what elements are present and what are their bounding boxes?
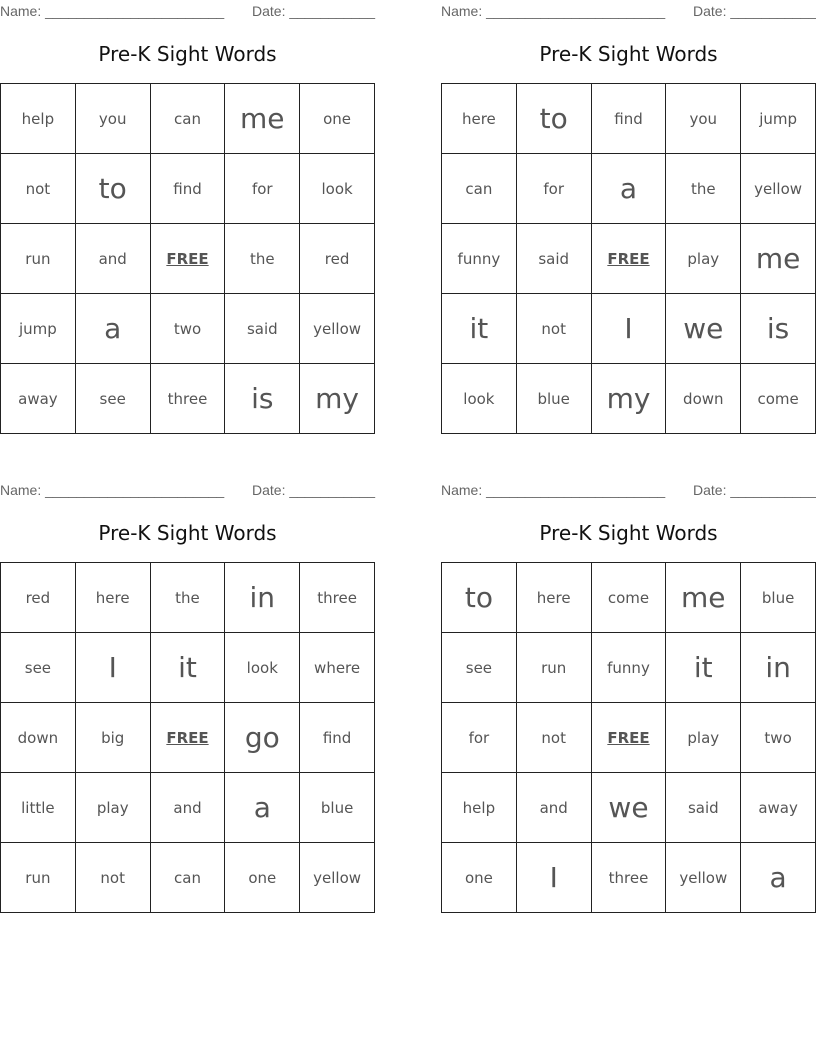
word-cell: I xyxy=(517,843,592,913)
word-cell: look xyxy=(225,633,300,703)
word-cell: not xyxy=(1,154,76,224)
word-cell: where xyxy=(300,633,375,703)
word-cell: you xyxy=(76,84,151,154)
word-cell: two xyxy=(151,294,226,364)
word-cell: said xyxy=(666,773,741,843)
word-cell: go xyxy=(225,703,300,773)
word-cell: find xyxy=(592,84,667,154)
word-cell: my xyxy=(592,364,667,434)
free-space-cell: FREE xyxy=(592,224,667,294)
card-header xyxy=(441,3,816,19)
word-cell: not xyxy=(517,294,592,364)
bingo-card-3 xyxy=(0,479,375,919)
word-cell: funny xyxy=(442,224,517,294)
bingo-card-4 xyxy=(441,479,816,919)
word-cell: help xyxy=(1,84,76,154)
word-cell: is xyxy=(741,294,816,364)
word-cell: to xyxy=(517,84,592,154)
word-cell: one xyxy=(225,843,300,913)
word-cell: yellow xyxy=(300,843,375,913)
word-cell: look xyxy=(300,154,375,224)
word-cell: yellow xyxy=(666,843,741,913)
word-cell: is xyxy=(225,364,300,434)
word-cell: away xyxy=(1,364,76,434)
word-cell: red xyxy=(1,563,76,633)
card-header xyxy=(441,482,816,498)
card-header xyxy=(0,482,375,498)
word-cell: not xyxy=(76,843,151,913)
word-cell: see xyxy=(76,364,151,434)
word-cell: funny xyxy=(592,633,667,703)
word-cell: yellow xyxy=(741,154,816,224)
date-field-label: Date: ___________ xyxy=(693,482,816,498)
word-cell: you xyxy=(666,84,741,154)
name-field-label: Name: _______________________ xyxy=(441,3,666,19)
word-cell: in xyxy=(225,563,300,633)
word-cell: we xyxy=(592,773,667,843)
word-cell: the xyxy=(151,563,226,633)
word-cell: play xyxy=(666,224,741,294)
word-cell: a xyxy=(592,154,667,224)
word-cell: and xyxy=(76,224,151,294)
word-cell: me xyxy=(225,84,300,154)
word-cell: I xyxy=(592,294,667,364)
date-field-label: Date: ___________ xyxy=(252,482,375,498)
word-cell: can xyxy=(151,84,226,154)
name-field-label: Name: _______________________ xyxy=(0,3,225,19)
bingo-card-2 xyxy=(441,0,816,440)
word-cell: help xyxy=(442,773,517,843)
word-cell: three xyxy=(300,563,375,633)
word-cell: yellow xyxy=(300,294,375,364)
word-cell: play xyxy=(76,773,151,843)
word-cell: blue xyxy=(741,563,816,633)
card-title: Pre-K Sight Words xyxy=(539,42,718,66)
date-field-label: Date: ___________ xyxy=(693,3,816,19)
word-cell: three xyxy=(592,843,667,913)
card-header xyxy=(0,3,375,19)
word-cell: two xyxy=(741,703,816,773)
word-cell: me xyxy=(741,224,816,294)
word-grid xyxy=(0,83,375,434)
word-cell: it xyxy=(442,294,517,364)
word-cell: little xyxy=(1,773,76,843)
word-cell: run xyxy=(1,224,76,294)
word-cell: said xyxy=(225,294,300,364)
word-cell: I xyxy=(76,633,151,703)
word-cell: in xyxy=(741,633,816,703)
card-title: Pre-K Sight Words xyxy=(539,521,718,545)
name-field-label: Name: _______________________ xyxy=(441,482,666,498)
word-cell: for xyxy=(517,154,592,224)
word-cell: see xyxy=(1,633,76,703)
word-cell: look xyxy=(442,364,517,434)
word-cell: one xyxy=(442,843,517,913)
word-cell: jump xyxy=(1,294,76,364)
word-cell: one xyxy=(300,84,375,154)
word-cell: a xyxy=(225,773,300,843)
word-grid xyxy=(441,562,816,913)
word-cell: down xyxy=(1,703,76,773)
word-cell: come xyxy=(741,364,816,434)
word-cell: big xyxy=(76,703,151,773)
word-cell: jump xyxy=(741,84,816,154)
word-cell: said xyxy=(517,224,592,294)
word-cell: see xyxy=(442,633,517,703)
free-space-cell: FREE xyxy=(151,703,226,773)
word-cell: and xyxy=(151,773,226,843)
bingo-card-1 xyxy=(0,0,375,440)
word-cell: run xyxy=(517,633,592,703)
word-cell: run xyxy=(1,843,76,913)
word-cell: me xyxy=(666,563,741,633)
word-cell: it xyxy=(666,633,741,703)
word-cell: a xyxy=(76,294,151,364)
free-space-cell: FREE xyxy=(592,703,667,773)
word-cell: down xyxy=(666,364,741,434)
date-field-label: Date: ___________ xyxy=(252,3,375,19)
word-cell: my xyxy=(300,364,375,434)
word-cell: we xyxy=(666,294,741,364)
word-cell: blue xyxy=(517,364,592,434)
word-cell: can xyxy=(151,843,226,913)
word-cell: play xyxy=(666,703,741,773)
word-cell: away xyxy=(741,773,816,843)
card-title: Pre-K Sight Words xyxy=(98,42,277,66)
word-cell: here xyxy=(517,563,592,633)
free-space-cell: FREE xyxy=(151,224,226,294)
word-cell: the xyxy=(225,224,300,294)
word-cell: red xyxy=(300,224,375,294)
word-cell: find xyxy=(300,703,375,773)
word-cell: a xyxy=(741,843,816,913)
word-cell: it xyxy=(151,633,226,703)
word-cell: not xyxy=(517,703,592,773)
word-cell: and xyxy=(517,773,592,843)
word-cell: here xyxy=(76,563,151,633)
word-cell: to xyxy=(442,563,517,633)
word-cell: three xyxy=(151,364,226,434)
word-cell: come xyxy=(592,563,667,633)
word-cell: find xyxy=(151,154,226,224)
card-title: Pre-K Sight Words xyxy=(98,521,277,545)
word-cell: blue xyxy=(300,773,375,843)
word-cell: for xyxy=(442,703,517,773)
name-field-label: Name: _______________________ xyxy=(0,482,225,498)
word-cell: for xyxy=(225,154,300,224)
word-cell: to xyxy=(76,154,151,224)
word-cell: here xyxy=(442,84,517,154)
word-cell: can xyxy=(442,154,517,224)
word-grid xyxy=(441,83,816,434)
word-cell: the xyxy=(666,154,741,224)
word-grid xyxy=(0,562,375,913)
